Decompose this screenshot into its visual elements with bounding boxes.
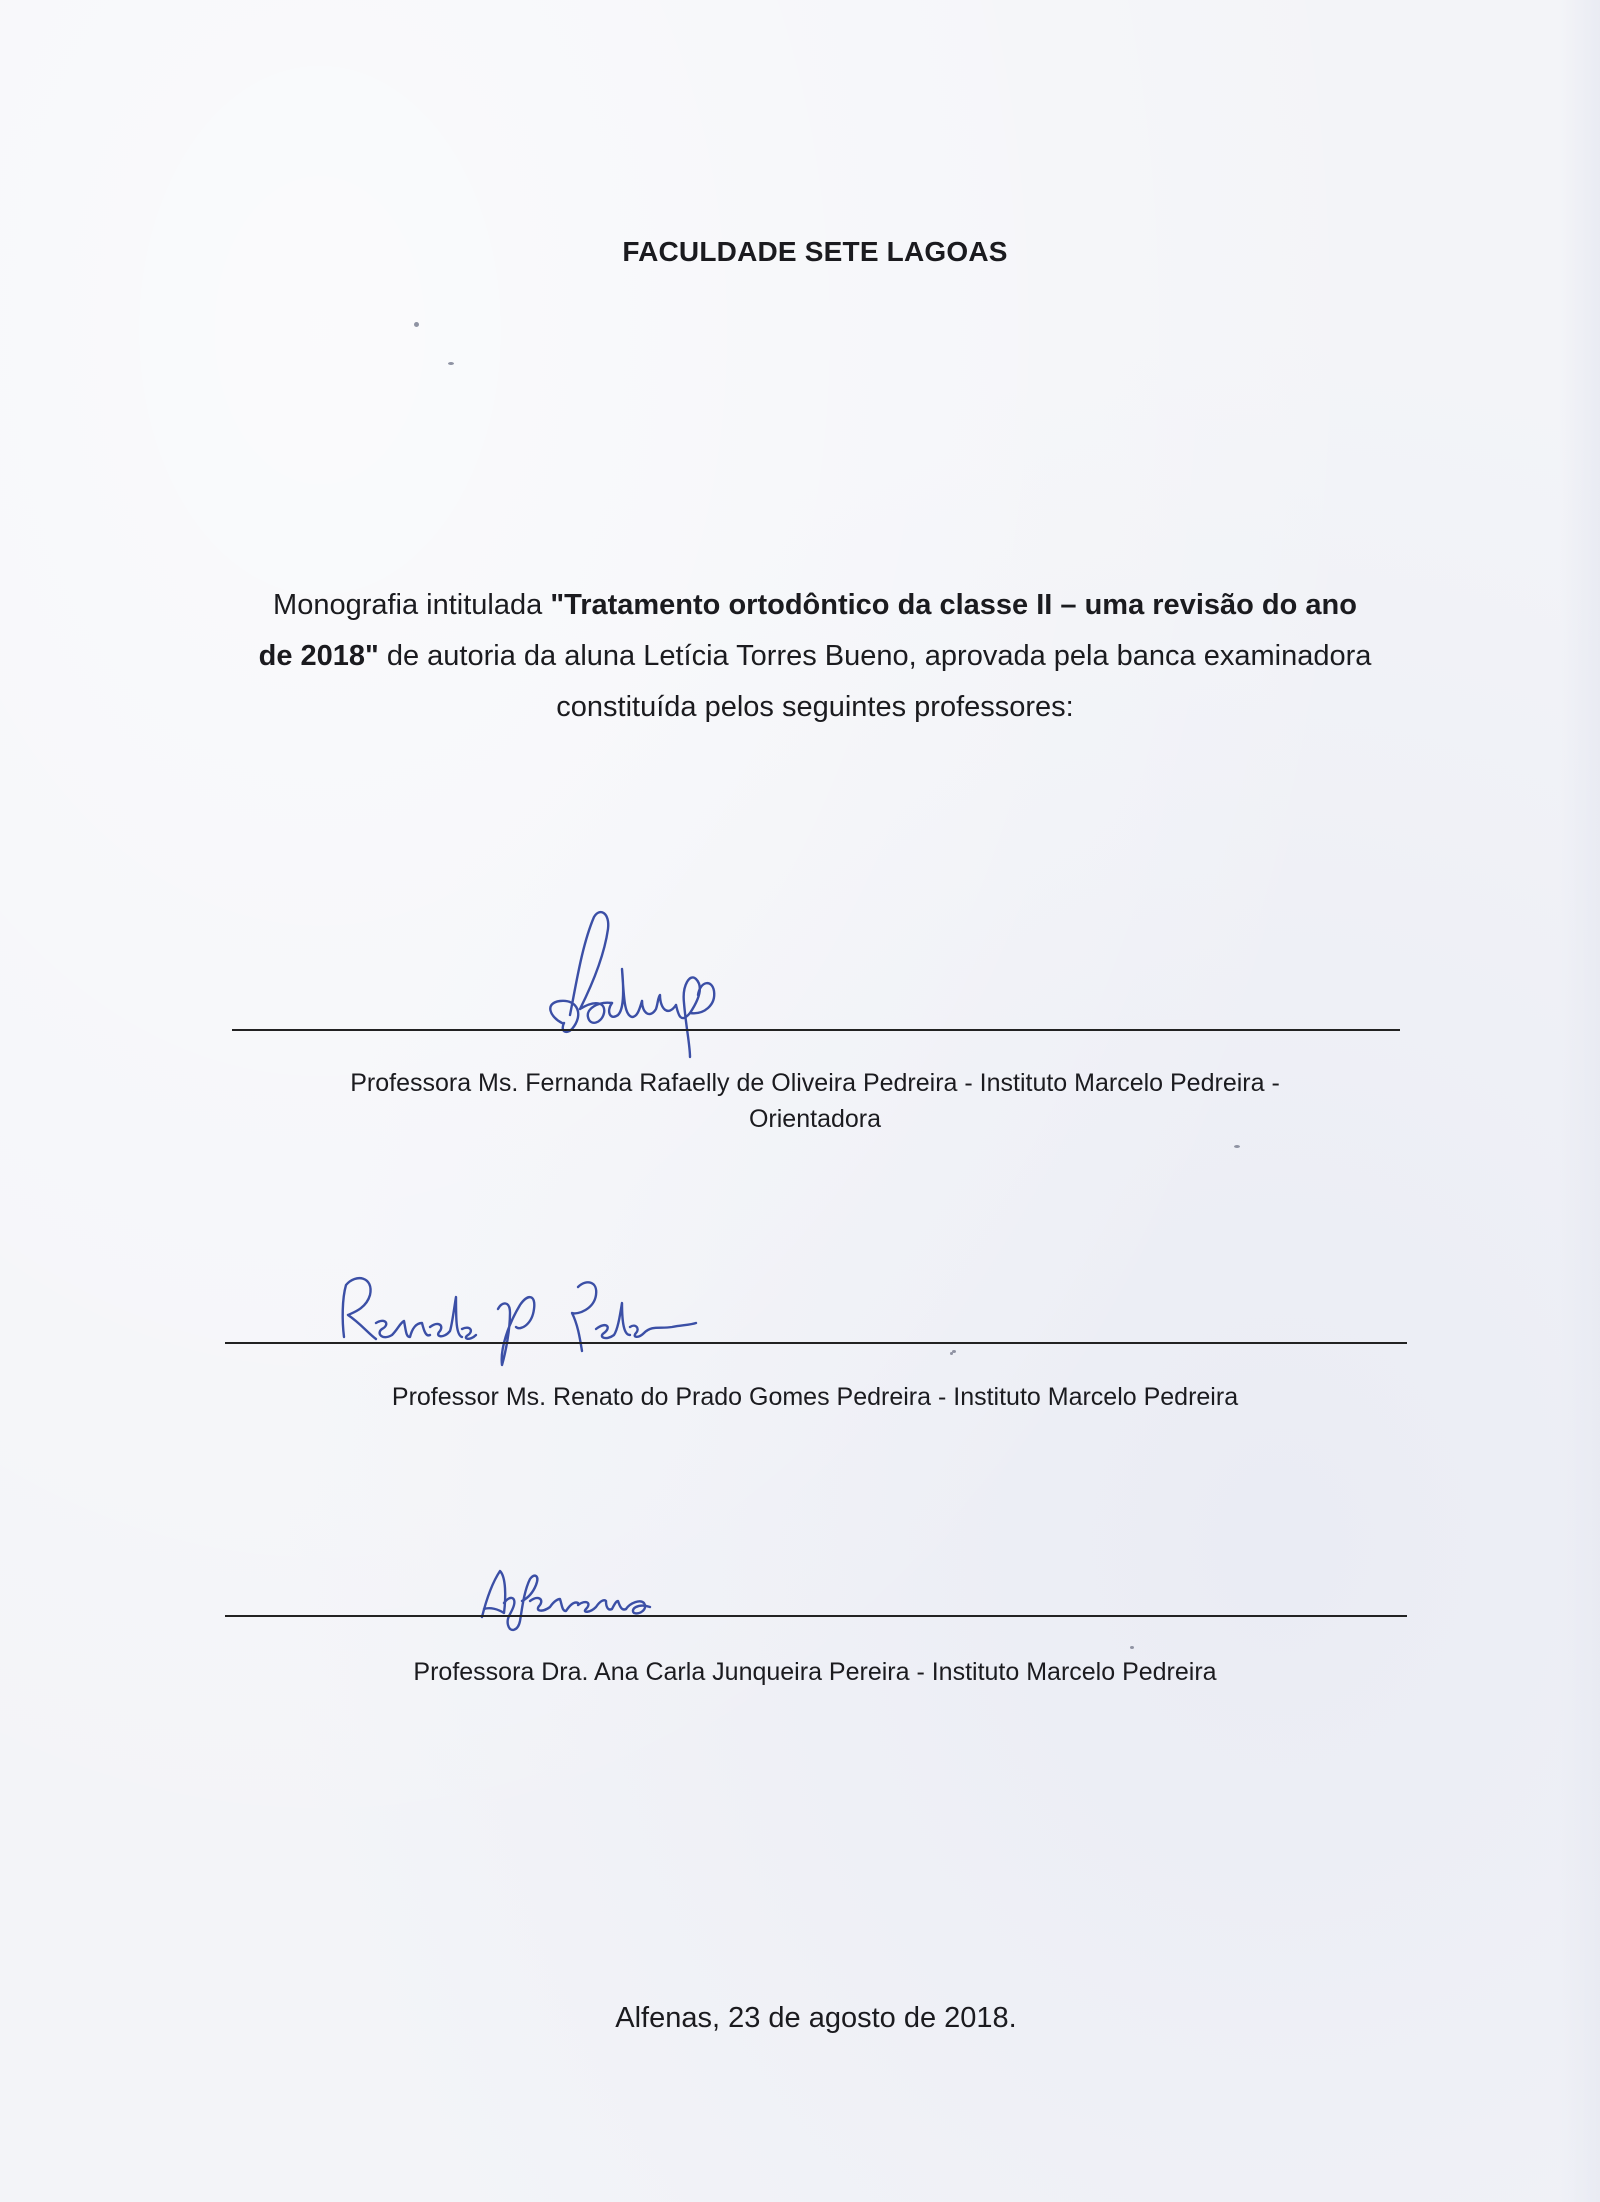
scan-speck [1234, 1145, 1240, 1148]
approval-statement [210, 580, 1420, 733]
committee-member-3 [210, 1654, 1420, 1690]
scan-speck [952, 1350, 956, 1353]
committee-member-1-name: Professora Ms. Fernanda Rafaelly de Oliveira Pedreira - Instituto Marcelo Pedreira - [350, 1069, 1280, 1097]
committee-member-2-name: Professor Ms. Renato do Prado Gomes Pedreira - Instituto Marcelo Pedreira [391, 1383, 1239, 1411]
signature-member-3 [470, 1555, 660, 1635]
approval-prefix: Monografia intitulada [273, 589, 551, 621]
scan-speck [1130, 1646, 1134, 1649]
signature-member-1 [520, 905, 750, 1065]
committee-member-1-role: Orientadora [748, 1105, 882, 1133]
monograph-title-line2: de 2018" [258, 640, 379, 672]
committee-member-1 [210, 1065, 1420, 1137]
scan-edge-shadow [1560, 0, 1600, 2202]
place-and-date: Alfenas, 23 de agosto de 2018. [615, 2002, 1017, 2034]
scan-speck [448, 362, 454, 365]
committee-member-3-name: Professora Dra. Ana Carla Junqueira Pereira - Instituto Marcelo Pedreira [413, 1658, 1217, 1686]
signature-member-2 [330, 1265, 710, 1375]
signature-line-member-2 [225, 1342, 1407, 1344]
approval-suffix: de autoria da aluna Letícia Torres Bueno, aprovada pela banca examinadora constituída pelos seguintes professores: [378, 640, 1372, 723]
monograph-title-line1: "Tratamento ortodôntico da classe II – uma revisão do ano [550, 589, 1357, 621]
signature-line-member-1 [232, 1029, 1400, 1031]
institution-name: FACULDADE SETE LAGOAS [622, 236, 1008, 267]
committee-member-2 [210, 1379, 1420, 1415]
signature-line-member-3 [225, 1615, 1407, 1617]
scan-speck [414, 322, 419, 327]
